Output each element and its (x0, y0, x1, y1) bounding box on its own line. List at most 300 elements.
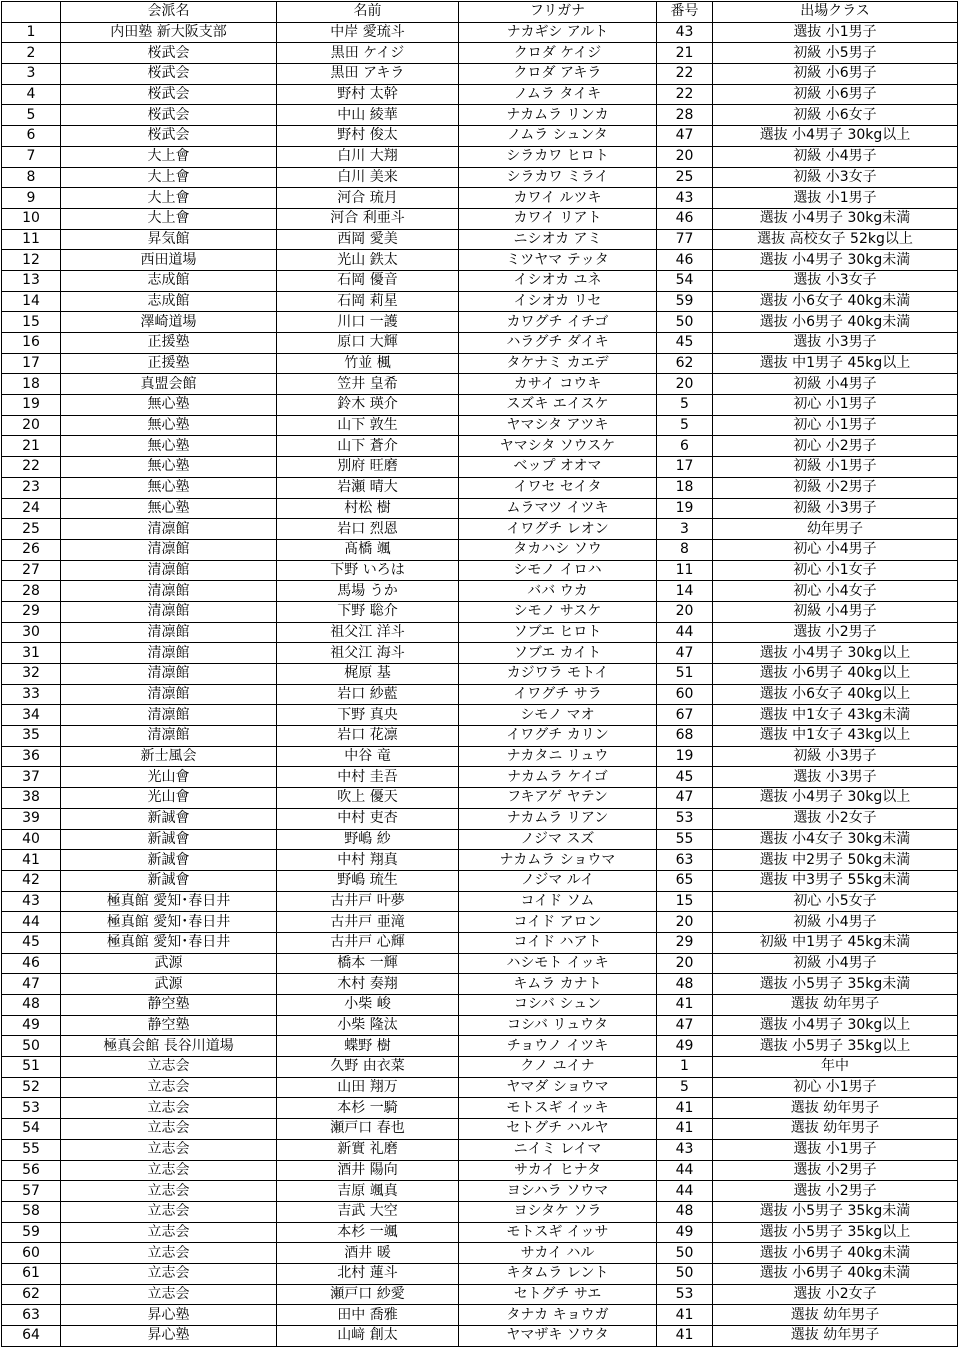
cell-kana: ニシオカ アミ (459, 229, 657, 250)
cell-name: 石岡 莉星 (277, 291, 459, 312)
cell-name: 中村 圭吾 (277, 767, 459, 788)
cell-kana: サカイ ヒナタ (459, 1160, 657, 1181)
cell-no: 11 (2, 229, 61, 250)
cell-name: 梶原 基 (277, 664, 459, 685)
cell-club: 大上會 (61, 188, 277, 209)
cell-class: 選抜 幼年男子 (713, 995, 958, 1016)
cell-class: 選抜 小6男子 40kg未満 (713, 312, 958, 333)
cell-name: 中村 吏杏 (277, 808, 459, 829)
cell-class: 選抜 小6男子 40kg以上 (713, 664, 958, 685)
cell-no: 60 (2, 1243, 61, 1264)
cell-name: 古井戸 亜滝 (277, 912, 459, 933)
cell-class: 選抜 小2男子 (713, 622, 958, 643)
cell-class: 選抜 小3男子 (713, 333, 958, 354)
cell-no: 29 (2, 601, 61, 622)
cell-name: 野嶋 紗 (277, 829, 459, 850)
cell-number: 41 (657, 995, 713, 1016)
cell-club: 極真館 愛知･春日井 (61, 932, 277, 953)
cell-kana: モトスギ イッキ (459, 1098, 657, 1119)
cell-class: 選抜 小3女子 (713, 270, 958, 291)
table-row (2, 167, 958, 188)
cell-name: 野村 俊太 (277, 126, 459, 147)
cell-kana: カワグチ イチゴ (459, 312, 657, 333)
cell-kana: イワグチ レオン (459, 519, 657, 540)
table-row (2, 1119, 958, 1140)
cell-club: 立志会 (61, 1077, 277, 1098)
cell-kana: タカハシ ソウ (459, 539, 657, 560)
cell-club: 静空塾 (61, 995, 277, 1016)
cell-number: 46 (657, 250, 713, 271)
cell-no: 58 (2, 1201, 61, 1222)
cell-no: 6 (2, 126, 61, 147)
cell-number: 44 (657, 622, 713, 643)
cell-no: 27 (2, 560, 61, 581)
cell-kana: ヤマザキ ソウタ (459, 1326, 657, 1347)
cell-club: 桜武会 (61, 84, 277, 105)
cell-name: 白川 大翔 (277, 146, 459, 167)
cell-club: 清凛館 (61, 581, 277, 602)
table-row (2, 395, 958, 416)
cell-number: 41 (657, 1098, 713, 1119)
table-row (2, 622, 958, 643)
cell-name: 黒田 ケイジ (277, 43, 459, 64)
table-row (2, 891, 958, 912)
cell-number: 22 (657, 64, 713, 85)
table-row (2, 1284, 958, 1305)
cell-class: 選抜 小6男子 40kg未満 (713, 1263, 958, 1284)
table-row (2, 1181, 958, 1202)
cell-no: 56 (2, 1160, 61, 1181)
header-no (2, 2, 61, 23)
cell-club: 志成館 (61, 291, 277, 312)
cell-name: 下野 聡介 (277, 601, 459, 622)
cell-number: 5 (657, 395, 713, 416)
cell-no: 22 (2, 457, 61, 478)
header-number: 番号 (657, 2, 713, 23)
cell-class: 初級 小4男子 (713, 601, 958, 622)
cell-number: 29 (657, 932, 713, 953)
cell-no: 63 (2, 1305, 61, 1326)
table-row (2, 664, 958, 685)
cell-name: 山下 敦生 (277, 415, 459, 436)
cell-club: 清凛館 (61, 519, 277, 540)
cell-no: 7 (2, 146, 61, 167)
cell-number: 11 (657, 560, 713, 581)
cell-class: 選抜 小1男子 (713, 1139, 958, 1160)
table-row (2, 1326, 958, 1347)
cell-club: 立志会 (61, 1263, 277, 1284)
cell-class: 初級 中1男子 45kg未満 (713, 932, 958, 953)
cell-no: 30 (2, 622, 61, 643)
cell-name: 岩口 烈恩 (277, 519, 459, 540)
cell-kana: シラカワ ヒロト (459, 146, 657, 167)
cell-number: 17 (657, 457, 713, 478)
cell-club: 新誠會 (61, 808, 277, 829)
cell-no: 14 (2, 291, 61, 312)
cell-number: 55 (657, 829, 713, 850)
header-club: 会派名 (61, 2, 277, 23)
cell-name: 笠井 皇希 (277, 374, 459, 395)
cell-class: 選抜 小5男子 35kg未満 (713, 1201, 958, 1222)
cell-no: 5 (2, 105, 61, 126)
cell-name: 岩口 花凛 (277, 726, 459, 747)
cell-number: 5 (657, 1077, 713, 1098)
table-row (2, 788, 958, 809)
cell-no: 2 (2, 43, 61, 64)
cell-no: 10 (2, 208, 61, 229)
cell-name: 髙橋 颯 (277, 539, 459, 560)
table-row (2, 1057, 958, 1078)
table-row (2, 1201, 958, 1222)
cell-club: 無心塾 (61, 395, 277, 416)
cell-club: 立志会 (61, 1098, 277, 1119)
header-name: 名前 (277, 2, 459, 23)
table-row (2, 498, 958, 519)
cell-club: 極真館 愛知･春日井 (61, 891, 277, 912)
cell-club: 立志会 (61, 1243, 277, 1264)
cell-no: 64 (2, 1326, 61, 1347)
cell-kana: チョウノ イツキ (459, 1036, 657, 1057)
cell-number: 47 (657, 643, 713, 664)
cell-kana: ニイミ レイマ (459, 1139, 657, 1160)
cell-class: 選抜 幼年男子 (713, 1098, 958, 1119)
cell-kana: ハラグチ ダイキ (459, 333, 657, 354)
cell-kana: セトグチ サエ (459, 1284, 657, 1305)
table-row (2, 229, 958, 250)
cell-name: 別府 旺磨 (277, 457, 459, 478)
cell-club: 無心塾 (61, 477, 277, 498)
cell-name: 馬場 うか (277, 581, 459, 602)
cell-class: 初級 小4男子 (713, 953, 958, 974)
cell-class: 選抜 中1女子 43kg以上 (713, 726, 958, 747)
cell-club: 澤崎道場 (61, 312, 277, 333)
table-row (2, 974, 958, 995)
table-row (2, 105, 958, 126)
cell-class: 初級 小5男子 (713, 43, 958, 64)
cell-club: 新誠會 (61, 850, 277, 871)
cell-no: 25 (2, 519, 61, 540)
table-row (2, 291, 958, 312)
cell-class: 選抜 幼年男子 (713, 1305, 958, 1326)
cell-club: 内田塾 新大阪支部 (61, 22, 277, 43)
cell-name: 白川 美来 (277, 167, 459, 188)
cell-club: 光山會 (61, 788, 277, 809)
cell-number: 25 (657, 167, 713, 188)
table-row (2, 519, 958, 540)
cell-name: 下野 いろは (277, 560, 459, 581)
cell-kana: シモノ イロハ (459, 560, 657, 581)
cell-class: 選抜 小6男子 40kg未満 (713, 1243, 958, 1264)
table-row (2, 126, 958, 147)
cell-no: 47 (2, 974, 61, 995)
cell-kana: クロダ ケイジ (459, 43, 657, 64)
cell-kana: ソブエ カイト (459, 643, 657, 664)
cell-class: 選抜 幼年男子 (713, 1326, 958, 1347)
cell-number: 18 (657, 477, 713, 498)
cell-class: 初心 小1女子 (713, 560, 958, 581)
cell-name: 吉武 大空 (277, 1201, 459, 1222)
table-row (2, 64, 958, 85)
table-row (2, 995, 958, 1016)
cell-no: 43 (2, 891, 61, 912)
cell-name: 小柴 峻 (277, 995, 459, 1016)
cell-kana: クロダ アキラ (459, 64, 657, 85)
cell-no: 9 (2, 188, 61, 209)
cell-kana: カワイ リアト (459, 208, 657, 229)
cell-kana: ナカムラ ショウマ (459, 850, 657, 871)
cell-class: 選抜 小4男子 30kg以上 (713, 643, 958, 664)
cell-class: 初心 小2男子 (713, 436, 958, 457)
table-row (2, 436, 958, 457)
table-row (2, 560, 958, 581)
cell-number: 50 (657, 312, 713, 333)
cell-name: 野嶋 琉生 (277, 870, 459, 891)
cell-club: 清凛館 (61, 622, 277, 643)
cell-no: 19 (2, 395, 61, 416)
cell-kana: コシバ リュウタ (459, 1015, 657, 1036)
cell-name: 久野 由衣菜 (277, 1057, 459, 1078)
cell-club: 桜武会 (61, 43, 277, 64)
cell-no: 49 (2, 1015, 61, 1036)
cell-kana: ソブエ ヒロト (459, 622, 657, 643)
cell-class: 選抜 小4女子 30kg未満 (713, 829, 958, 850)
cell-class: 初級 小2男子 (713, 477, 958, 498)
cell-number: 21 (657, 43, 713, 64)
cell-number: 50 (657, 1263, 713, 1284)
table-row (2, 1160, 958, 1181)
cell-club: 静空塾 (61, 1015, 277, 1036)
cell-name: 中岸 愛琉斗 (277, 22, 459, 43)
cell-name: 北村 蓮斗 (277, 1263, 459, 1284)
cell-kana: コイド ソム (459, 891, 657, 912)
cell-no: 20 (2, 415, 61, 436)
cell-number: 68 (657, 726, 713, 747)
cell-no: 12 (2, 250, 61, 271)
cell-kana: モトスギ イッサ (459, 1222, 657, 1243)
cell-no: 48 (2, 995, 61, 1016)
table-row (2, 726, 958, 747)
header-row (2, 2, 958, 23)
cell-kana: スズキ エイスケ (459, 395, 657, 416)
cell-class: 初級 小4男子 (713, 146, 958, 167)
cell-no: 41 (2, 850, 61, 871)
cell-club: 正援塾 (61, 333, 277, 354)
cell-number: 19 (657, 498, 713, 519)
cell-kana: コイド ハアト (459, 932, 657, 953)
cell-club: 新誠會 (61, 870, 277, 891)
cell-no: 26 (2, 539, 61, 560)
cell-no: 34 (2, 705, 61, 726)
cell-club: 立志会 (61, 1222, 277, 1243)
cell-number: 46 (657, 208, 713, 229)
cell-number: 41 (657, 1326, 713, 1347)
cell-number: 43 (657, 1139, 713, 1160)
cell-number: 50 (657, 1243, 713, 1264)
cell-name: 河合 利亜斗 (277, 208, 459, 229)
cell-name: 村松 樹 (277, 498, 459, 519)
cell-number: 41 (657, 1119, 713, 1140)
cell-number: 62 (657, 353, 713, 374)
cell-name: 鈴木 瑛介 (277, 395, 459, 416)
cell-number: 15 (657, 891, 713, 912)
cell-club: 大上會 (61, 167, 277, 188)
cell-no: 61 (2, 1263, 61, 1284)
cell-class: 初心 小1男子 (713, 415, 958, 436)
cell-no: 18 (2, 374, 61, 395)
cell-club: 清凛館 (61, 664, 277, 685)
table-row (2, 746, 958, 767)
table-row (2, 912, 958, 933)
cell-class: 初級 小6男子 (713, 84, 958, 105)
cell-no: 4 (2, 84, 61, 105)
cell-kana: カジワラ モトイ (459, 664, 657, 685)
cell-class: 初級 小4男子 (713, 912, 958, 933)
cell-class: 初心 小4男子 (713, 539, 958, 560)
cell-number: 51 (657, 664, 713, 685)
cell-kana: コシバ シュン (459, 995, 657, 1016)
table-row (2, 1139, 958, 1160)
cell-name: 瀬戸口 春也 (277, 1119, 459, 1140)
cell-name: 黒田 アキラ (277, 64, 459, 85)
cell-kana: ノジマ スズ (459, 829, 657, 850)
cell-kana: キタムラ レント (459, 1263, 657, 1284)
cell-number: 14 (657, 581, 713, 602)
cell-number: 20 (657, 146, 713, 167)
cell-kana: シモノ サスケ (459, 601, 657, 622)
cell-no: 42 (2, 870, 61, 891)
cell-class: 初級 小3女子 (713, 167, 958, 188)
entry-roster-table (1, 1, 958, 1347)
table-row (2, 870, 958, 891)
table-row (2, 808, 958, 829)
table-row (2, 333, 958, 354)
cell-club: 大上會 (61, 208, 277, 229)
cell-number: 48 (657, 974, 713, 995)
cell-club: 新誠會 (61, 829, 277, 850)
cell-name: 山﨑 創太 (277, 1326, 459, 1347)
cell-class: 選抜 小6女子 40kg未満 (713, 291, 958, 312)
cell-club: 清凛館 (61, 726, 277, 747)
cell-no: 8 (2, 167, 61, 188)
cell-name: 中谷 竜 (277, 746, 459, 767)
cell-kana: カサイ コウキ (459, 374, 657, 395)
cell-number: 59 (657, 291, 713, 312)
cell-class: 選抜 小5男子 35kg未満 (713, 974, 958, 995)
cell-no: 45 (2, 932, 61, 953)
cell-kana: ババ ウカ (459, 581, 657, 602)
cell-number: 49 (657, 1036, 713, 1057)
table-row (2, 415, 958, 436)
cell-number: 53 (657, 1284, 713, 1305)
cell-number: 20 (657, 374, 713, 395)
cell-no: 35 (2, 726, 61, 747)
cell-name: 川口 一護 (277, 312, 459, 333)
cell-name: 山下 蒼介 (277, 436, 459, 457)
table-row (2, 250, 958, 271)
cell-class: 選抜 小2男子 (713, 1181, 958, 1202)
table-row (2, 932, 958, 953)
cell-number: 6 (657, 436, 713, 457)
cell-club: 立志会 (61, 1119, 277, 1140)
cell-number: 20 (657, 912, 713, 933)
cell-no: 3 (2, 64, 61, 85)
cell-club: 清凛館 (61, 705, 277, 726)
cell-kana: ミツヤマ テッタ (459, 250, 657, 271)
cell-no: 51 (2, 1057, 61, 1078)
cell-kana: ヤマシタ アツキ (459, 415, 657, 436)
table-row (2, 1015, 958, 1036)
cell-number: 22 (657, 84, 713, 105)
cell-class: 初心 小1男子 (713, 1077, 958, 1098)
cell-kana: クノ ユイナ (459, 1057, 657, 1078)
cell-class: 選抜 中3男子 55kg未満 (713, 870, 958, 891)
cell-name: 西岡 愛美 (277, 229, 459, 250)
cell-kana: イワセ セイタ (459, 477, 657, 498)
cell-name: 新實 礼磨 (277, 1139, 459, 1160)
cell-kana: ノムラ タイキ (459, 84, 657, 105)
table-row (2, 767, 958, 788)
cell-class: 年中 (713, 1057, 958, 1078)
cell-name: 下野 真央 (277, 705, 459, 726)
cell-kana: タケナミ カエデ (459, 353, 657, 374)
cell-number: 45 (657, 333, 713, 354)
cell-no: 32 (2, 664, 61, 685)
cell-class: 選抜 小3男子 (713, 767, 958, 788)
cell-number: 49 (657, 1222, 713, 1243)
cell-no: 55 (2, 1139, 61, 1160)
cell-class: 選抜 小4男子 30kg以上 (713, 788, 958, 809)
table-row (2, 601, 958, 622)
cell-name: 山田 翔万 (277, 1077, 459, 1098)
table-row (2, 829, 958, 850)
cell-club: 武源 (61, 953, 277, 974)
cell-club: 無心塾 (61, 436, 277, 457)
cell-number: 60 (657, 684, 713, 705)
table-row (2, 705, 958, 726)
cell-kana: ヨシタケ ソラ (459, 1201, 657, 1222)
table-row (2, 22, 958, 43)
cell-no: 28 (2, 581, 61, 602)
cell-no: 57 (2, 1181, 61, 1202)
cell-no: 62 (2, 1284, 61, 1305)
cell-number: 41 (657, 1305, 713, 1326)
cell-kana: イワグチ カリン (459, 726, 657, 747)
cell-kana: サカイ ハル (459, 1243, 657, 1264)
cell-club: 立志会 (61, 1139, 277, 1160)
cell-no: 15 (2, 312, 61, 333)
cell-club: 立志会 (61, 1057, 277, 1078)
cell-kana: イワグチ サラ (459, 684, 657, 705)
cell-class: 選抜 中1女子 43kg未満 (713, 705, 958, 726)
cell-number: 77 (657, 229, 713, 250)
cell-kana: ナカギシ アルト (459, 22, 657, 43)
cell-name: 祖父江 洋斗 (277, 622, 459, 643)
cell-club: 立志会 (61, 1284, 277, 1305)
cell-class: 選抜 幼年男子 (713, 1119, 958, 1140)
cell-no: 46 (2, 953, 61, 974)
cell-number: 5 (657, 415, 713, 436)
cell-kana: ハシモト イッキ (459, 953, 657, 974)
cell-name: 蝶野 樹 (277, 1036, 459, 1057)
table-row (2, 312, 958, 333)
cell-club: 清凛館 (61, 560, 277, 581)
cell-number: 19 (657, 746, 713, 767)
cell-class: 初級 小6女子 (713, 105, 958, 126)
cell-no: 59 (2, 1222, 61, 1243)
cell-class: 初心 小5女子 (713, 891, 958, 912)
cell-no: 31 (2, 643, 61, 664)
cell-name: 古井戸 叶夢 (277, 891, 459, 912)
